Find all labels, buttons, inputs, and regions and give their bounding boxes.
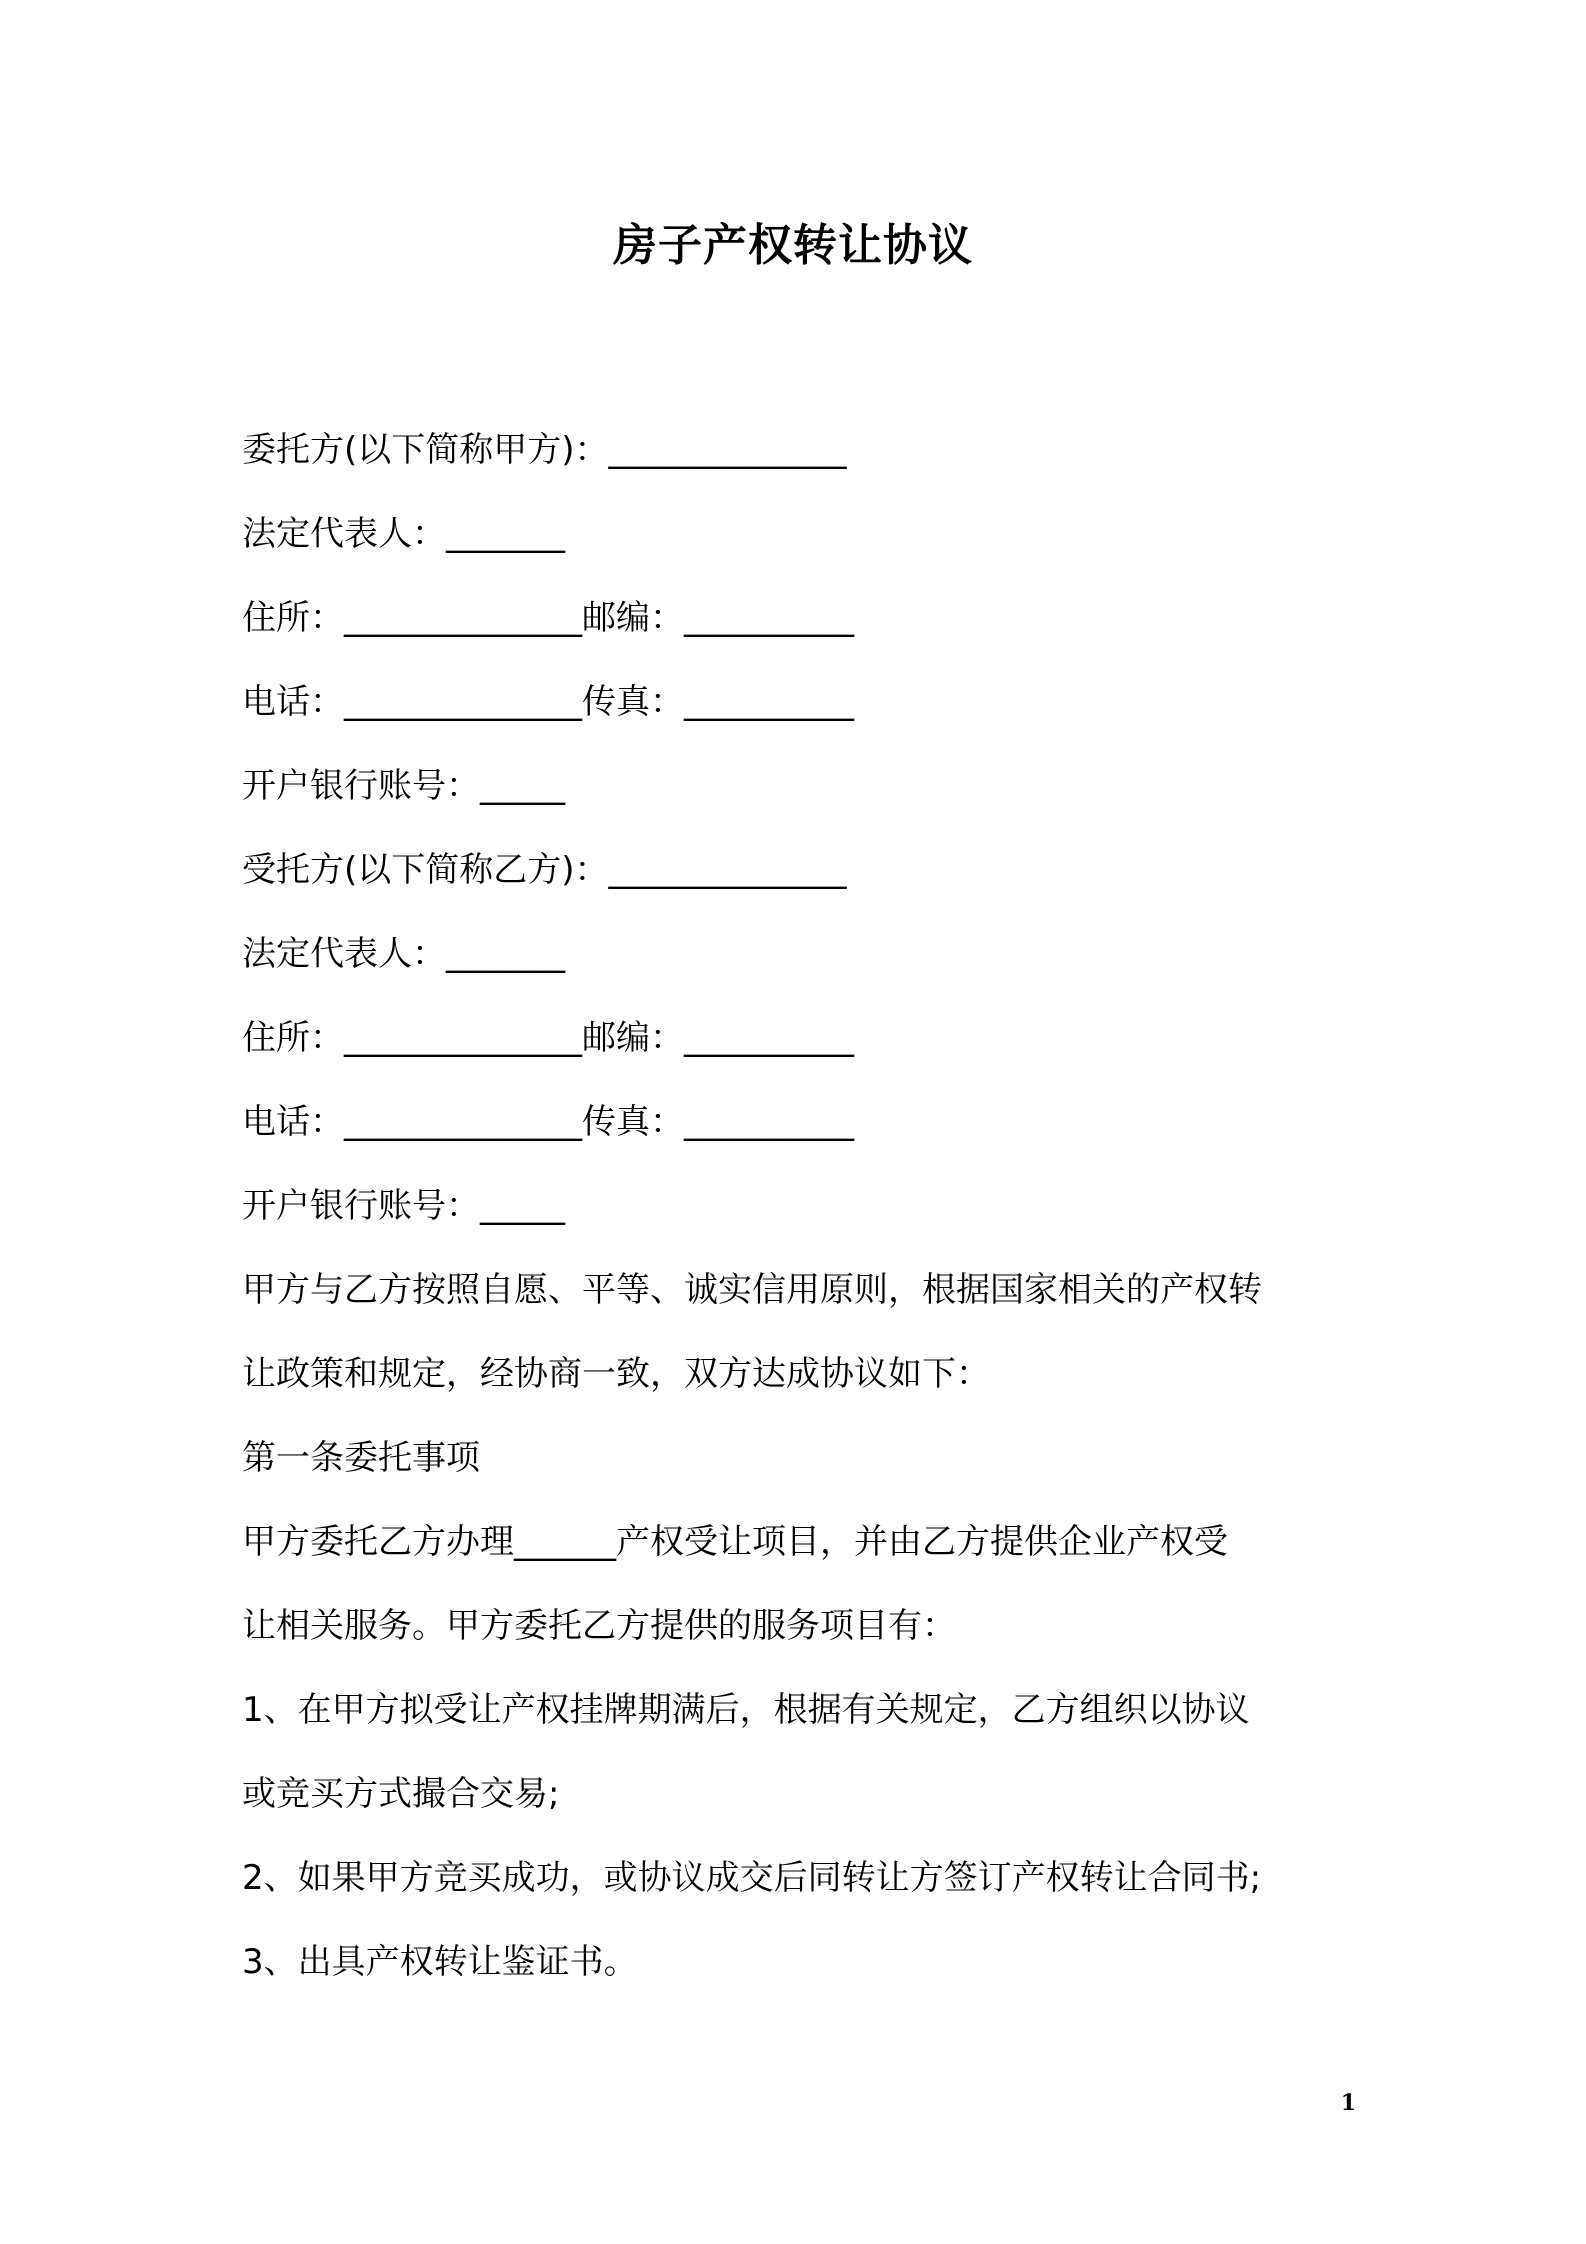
agent-party-line: 受托方(以下简称乙方)：______________ <box>242 850 847 890</box>
client-address-postcode-line: 住所：______________邮编：__________ <box>242 598 854 638</box>
service-item-2: 2、如果甲方竞买成功，或协议成交后同转让方签订产权转让合同书; <box>242 1858 1262 1898</box>
preamble-line-1: 甲方与乙方按照自愿、平等、诚实信用原则，根据国家相关的产权转 <box>242 1270 1262 1310</box>
client-bank-account-line: 开户银行账号：_____ <box>242 766 565 806</box>
article-1-heading: 第一条委托事项 <box>242 1438 480 1478</box>
agent-address-postcode-line: 住所：______________邮编：__________ <box>242 1018 854 1058</box>
article-1-text-line-2: 让相关服务。甲方委托乙方提供的服务项目有： <box>242 1606 956 1646</box>
client-party-line: 委托方(以下简称甲方)：______________ <box>242 430 847 470</box>
agent-phone-fax-line: 电话：______________传真：__________ <box>242 1102 854 1142</box>
document-body <box>242 408 1354 2004</box>
service-item-1-line-1: 1、在甲方拟受让产权挂牌期满后，根据有关规定，乙方组织以协议 <box>242 1690 1250 1730</box>
page-number: 1 <box>1340 2090 1356 2116</box>
service-item-1-line-2: 或竞买方式撮合交易; <box>242 1774 560 1814</box>
client-legal-rep-line: 法定代表人：_______ <box>242 514 565 554</box>
service-item-3: 3、出具产权转让鉴证书。 <box>242 1942 638 1982</box>
article-1-text-line-1: 甲方委托乙方办理______产权受让项目，并由乙方提供企业产权受 <box>242 1522 1228 1562</box>
agent-legal-rep-line: 法定代表人：_______ <box>242 934 565 974</box>
client-phone-fax-line: 电话：______________传真：__________ <box>242 682 854 722</box>
agent-bank-account-line: 开户银行账号：_____ <box>242 1186 565 1226</box>
preamble-line-2: 让政策和规定，经协商一致，双方达成协议如下： <box>242 1354 990 1394</box>
document-title: 房子产权转让协议 <box>613 220 973 271</box>
